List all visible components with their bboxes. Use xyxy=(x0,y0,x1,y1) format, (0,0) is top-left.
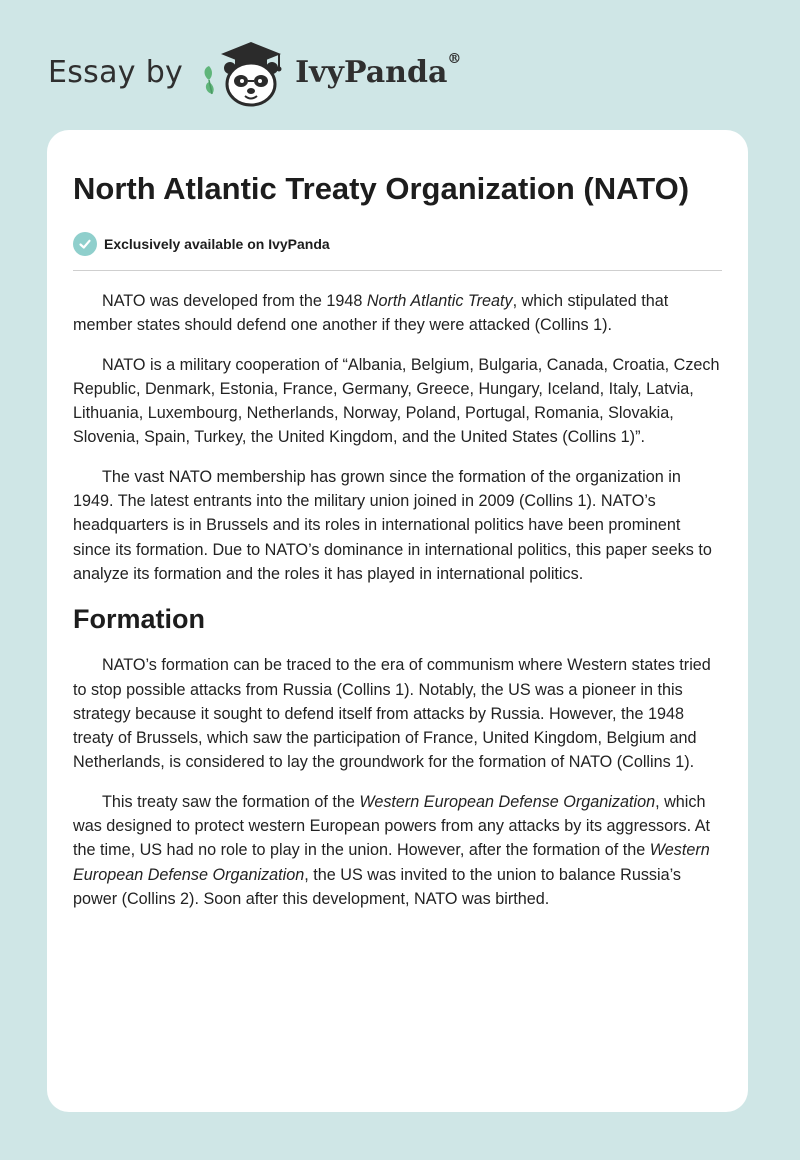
paragraph: NATO was developed from the 1948 North Atlantic Treaty, which stipulated that member states should defend one another if they were attacked (Collins 1). xyxy=(73,292,669,335)
essay-card xyxy=(47,130,748,1112)
brand-name[interactable]: IvyPanda® xyxy=(295,50,462,90)
section-heading-formation: Formation xyxy=(73,604,205,635)
registered-mark: ® xyxy=(447,50,462,67)
italic-title: Western European Defense Organization xyxy=(359,792,656,811)
site-header xyxy=(48,36,461,108)
italic-title: Western European Defense Organization xyxy=(73,841,710,884)
paragraph: NATO’s formation can be traced to the era of communism where Western states tried to stop possible attacks from Russia (Collins 1). Notably, the US was a pioneer in this strategy because it sought to defend itself from attacks by Russia. However, the 1948 treaty of Brussels, which saw the participation of France, United Kingdom, Belgium and Netherlands, is considered to lay the groundwork for the formation of NATO (Collins 1). xyxy=(73,656,711,772)
check-icon xyxy=(73,232,97,256)
article-body xyxy=(73,289,722,911)
paragraph: This treaty saw the formation of the Western European Defense Organization, which was designed to protect western European powers from any attacks by its aggressors. At the time, US had no role to play in the union. However, after the formation of the Western European Defense Organization, the US was invited to the union to balance Russia’s power (Collins 2). Soon after this development, NATO was birthed. xyxy=(73,792,711,908)
exclusive-badge xyxy=(73,232,722,256)
exclusive-label: Exclusively available on IvyPanda xyxy=(104,236,330,252)
ivypanda-logo-icon[interactable] xyxy=(199,36,289,108)
paragraph: The vast NATO membership has grown since the formation of the organization in 1949. The latest entrants into the military union joined in 2009 (Collins 1). NATO’s headquarters is in Brussels and its roles in international politics have been prominent since its formation. Due to NATO’s dominance in international politics, this paper seeks to analyze its formation and the roles it has played in international politics. xyxy=(73,467,712,583)
italic-title: North Atlantic Treaty xyxy=(366,292,513,310)
essay-by-label: Essay by xyxy=(48,54,184,90)
paragraph: NATO is a military cooperation of “Albania, Belgium, Bulgaria, Canada, Croatia, Czech Republic, Denmark, Estonia, France, Germany, Greece, Hungary, Iceland, Italy, Latvia, Lithuania, Luxembourg, Netherlands, Norway, Poland, Portugal, Romania, Slovakia, Slovenia, Spain, Turkey, the United Kingdom, and the United States (Collins 1)”. xyxy=(73,355,720,447)
divider xyxy=(73,270,722,271)
page-title: North Atlantic Treaty Organization (NATO) xyxy=(73,171,690,206)
